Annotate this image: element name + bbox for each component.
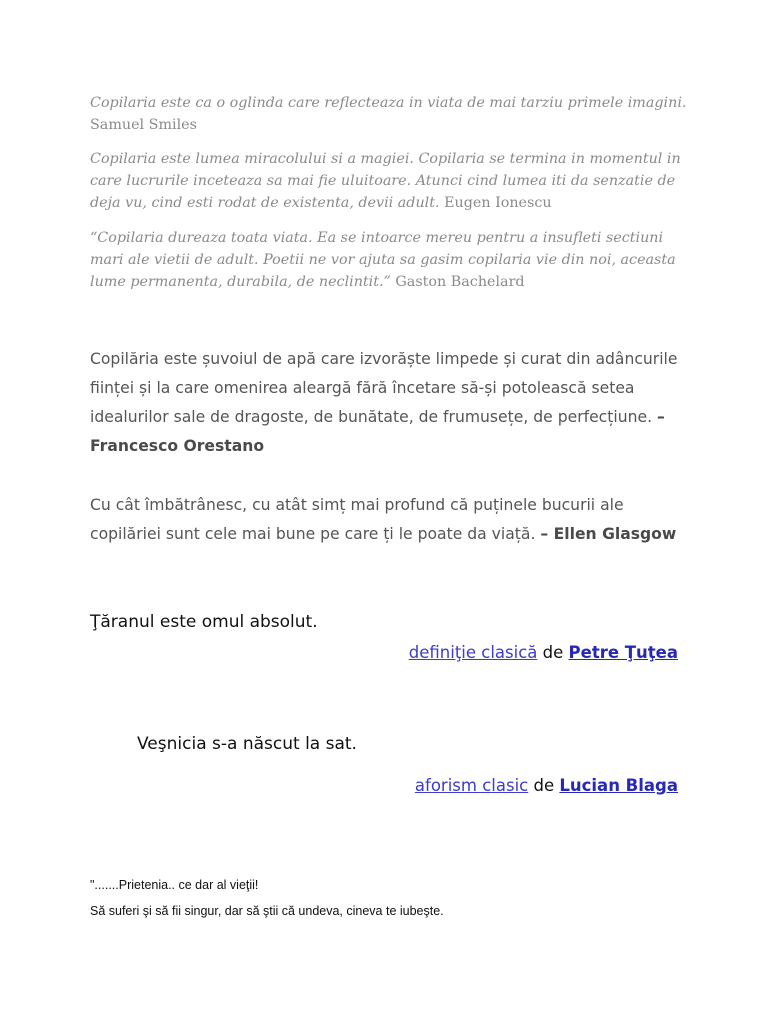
quote-gaston-bachelard	[90, 227, 690, 293]
friendship-line-1: ".......Prietenia.. ce dar al vieţii!	[90, 878, 259, 892]
aphorism-vesnicia: Veşnicia s-a născut la sat.	[137, 734, 357, 754]
by-word: de	[542, 643, 564, 662]
quote-text: Cu cât îmbătrânesc, cu atât simț mai profund că puținele bucurii ale copilăriei sunt cele mai bune pe care ți le poate da viață.	[90, 496, 624, 543]
quote-author: – Francesco Orestano	[90, 408, 665, 455]
quote-text: “Copilaria dureaza toata viata. Ea se intoarce mereu pentru a insufleti sectiuni mari ale vietii de adult. Poetii ne vor ajuta sa gasim copilaria vie din noi, aceasta lume permanenta, durabila, de neclintit.”	[90, 230, 676, 290]
aphorism-taranul: Ţăranul este omul absolut.	[90, 612, 318, 632]
quote-text: Copilăria este șuvoiul de apă care izvorăște limpede și curat din adâncurile ființei și la care omenirea aleargă fără încetare să-și potolească setea idealurilor sale de dragoste, de bunătate, de frumusețe, de perfecțiune.	[90, 350, 678, 426]
quote-author: Samuel Smiles	[90, 117, 197, 133]
quote-text: Copilaria este ca o oglinda care reflecteaza in viata de mai tarziu primele imagini.	[90, 95, 687, 111]
quote-author: Gaston Bachelard	[395, 274, 525, 290]
quote-ellen-glasgow	[90, 491, 680, 549]
friendship-line-2: Să suferi şi să fii singur, dar să ştii că undeva, cineva te iubeşte.	[90, 904, 444, 918]
definition-type-link[interactable]: definiţie clasică	[408, 643, 538, 662]
quote-author: Eugen Ionescu	[444, 195, 552, 211]
quote-text: Copilaria este lumea miracolului si a magiei. Copilaria se termina in momentul in care lucrurile inceteaza sa mai fie uluitoare. Atunci cind lumea iti da senzatie de deja vu, cind esti rodat de existenta, devii adult.	[90, 151, 681, 211]
author-link-lucian-blaga[interactable]: Lucian Blaga	[559, 776, 678, 795]
aphorism-type-link[interactable]: aforism clasic	[414, 776, 529, 795]
aphorism-taranul-attribution	[409, 643, 678, 662]
quote-samuel-smiles	[90, 92, 690, 136]
by-word: de	[533, 776, 555, 795]
quote-francesco-orestano	[90, 345, 680, 461]
quote-author: – Ellen Glasgow	[540, 525, 677, 543]
quote-eugen-ionescu	[90, 148, 690, 214]
aphorism-vesnicia-attribution	[415, 776, 678, 795]
author-link-petre-tutea[interactable]: Petre Ţuţea	[568, 643, 678, 662]
